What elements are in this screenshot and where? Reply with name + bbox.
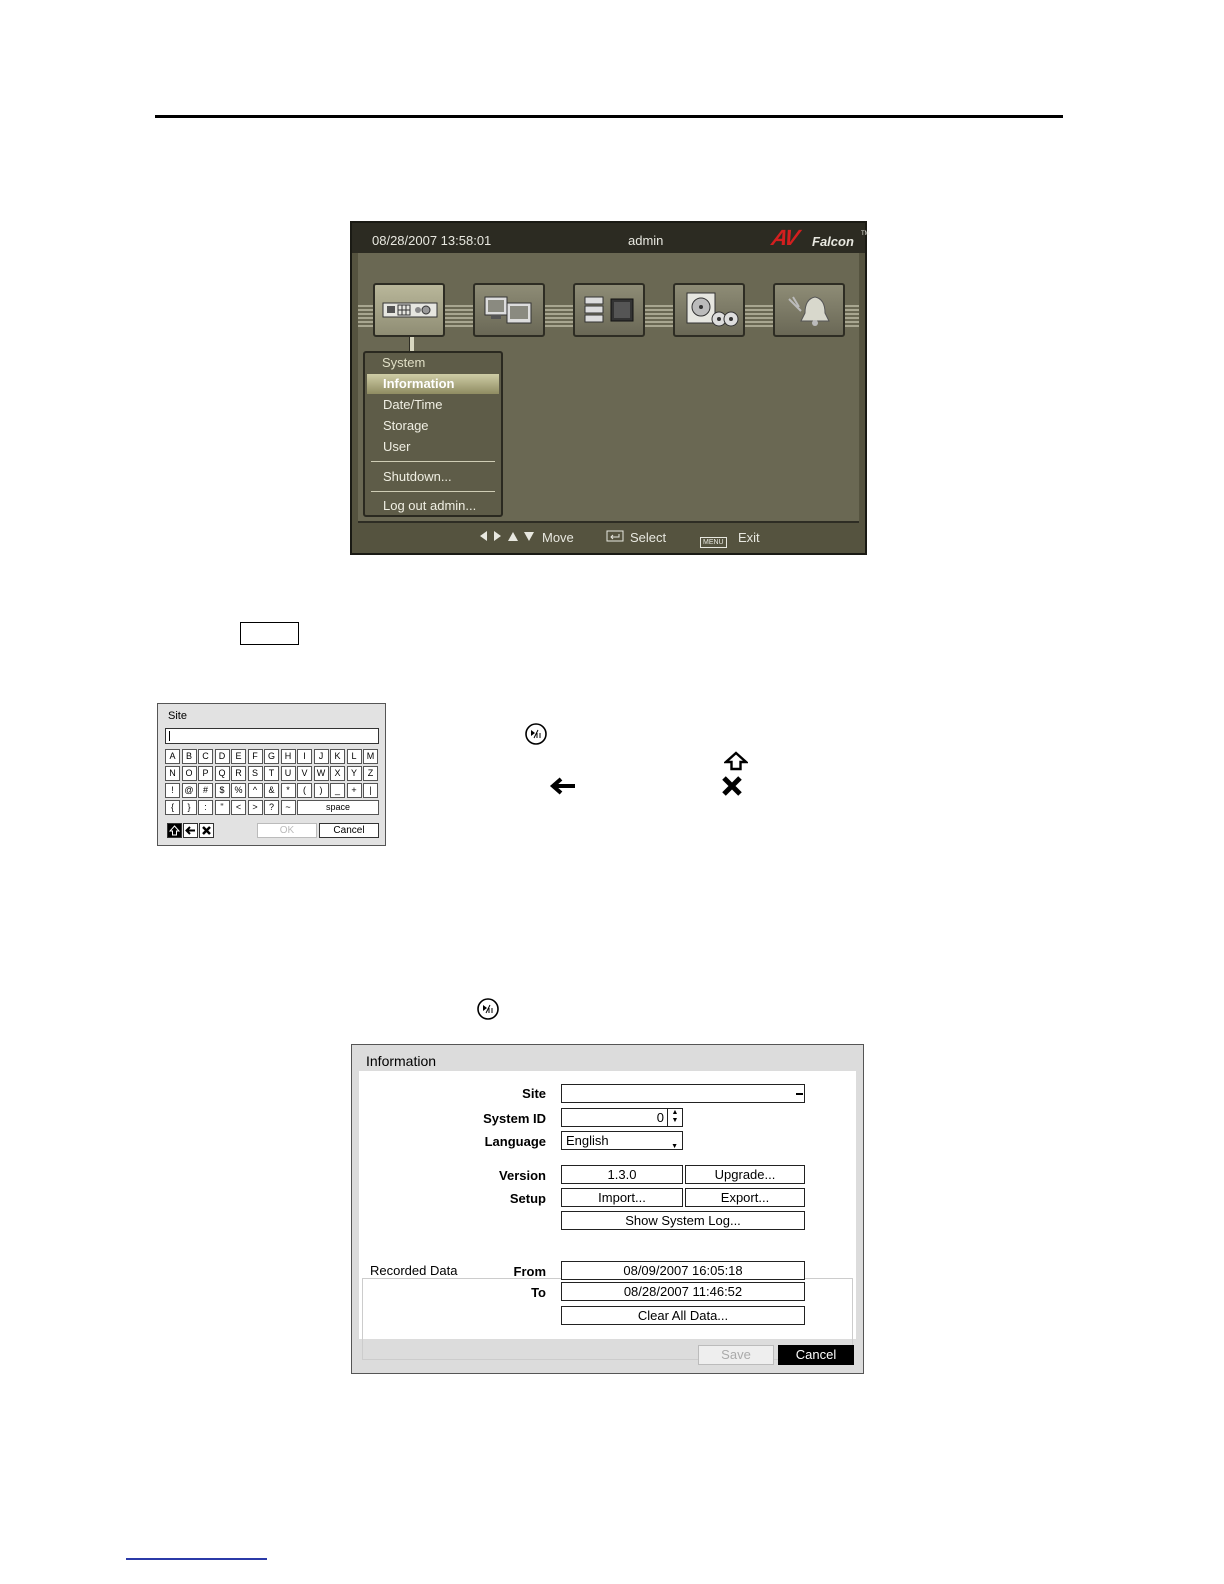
key[interactable]: N: [165, 766, 180, 781]
ok-button[interactable]: OK: [257, 823, 317, 838]
key[interactable]: ~: [281, 800, 296, 815]
top-rule: [155, 115, 1063, 118]
cancel-button[interactable]: Cancel: [319, 823, 379, 838]
key[interactable]: G: [264, 749, 279, 764]
key[interactable]: >: [248, 800, 263, 815]
key[interactable]: H: [281, 749, 296, 764]
key[interactable]: Z: [363, 766, 378, 781]
dialog-body: [359, 1071, 856, 1339]
menu-item-user[interactable]: User: [383, 439, 411, 454]
system-dropdown: [363, 351, 503, 517]
key[interactable]: O: [182, 766, 197, 781]
key[interactable]: U: [281, 766, 296, 781]
key[interactable]: (: [297, 783, 312, 798]
key[interactable]: P: [198, 766, 213, 781]
menu-item-information[interactable]: Information: [367, 374, 499, 394]
key[interactable]: S: [248, 766, 263, 781]
key[interactable]: #: [198, 783, 213, 798]
from-label: From: [513, 1264, 546, 1279]
save-button[interactable]: Save: [698, 1345, 774, 1365]
menu-item-date-time[interactable]: Date/Time: [383, 397, 443, 412]
menu-date-time: 08/28/2007 13:58:01: [372, 233, 492, 248]
clear-icon: [201, 825, 212, 836]
cancel-button[interactable]: Cancel: [778, 1345, 854, 1365]
keyboard-input[interactable]: [165, 728, 379, 744]
logo-tm: TM: [861, 231, 870, 237]
key[interactable]: :: [198, 800, 213, 815]
text-cursor: [169, 731, 170, 741]
information-dialog: [351, 1044, 864, 1374]
key[interactable]: J: [314, 749, 329, 764]
key[interactable]: *: [281, 783, 296, 798]
arrows-icon: [478, 530, 538, 545]
key[interactable]: +: [347, 783, 362, 798]
to-label: To: [531, 1285, 546, 1300]
key[interactable]: K: [330, 749, 345, 764]
to-value: 08/28/2007 11:46:52: [561, 1282, 805, 1301]
chevron-down-icon: ▼: [671, 1143, 678, 1150]
export-button[interactable]: Export...: [685, 1188, 805, 1207]
upgrade-button[interactable]: Upgrade...: [685, 1165, 805, 1184]
key[interactable]: ?: [264, 800, 279, 815]
key[interactable]: L: [347, 749, 362, 764]
menu-item-storage[interactable]: Storage: [383, 418, 429, 433]
falcon-logo: [769, 225, 870, 251]
system-id-value: 0: [656, 1110, 664, 1125]
clear-button[interactable]: [199, 823, 214, 838]
record-tile[interactable]: [573, 283, 645, 337]
key[interactable]: !: [165, 783, 180, 798]
menu-body: [358, 253, 859, 523]
key[interactable]: ^: [248, 783, 263, 798]
tile-connector: [409, 337, 414, 351]
key[interactable]: I: [297, 749, 312, 764]
site-input-indicator: [796, 1093, 803, 1095]
key[interactable]: V: [297, 766, 312, 781]
system-tile[interactable]: [373, 283, 445, 337]
key[interactable]: W: [314, 766, 329, 781]
key[interactable]: <: [231, 800, 246, 815]
language-label: Language: [484, 1134, 546, 1149]
import-button[interactable]: Import...: [561, 1188, 683, 1207]
storage-tile-icon: [681, 291, 739, 329]
key[interactable]: %: [231, 783, 246, 798]
setup-label: Setup: [509, 1191, 546, 1206]
menu-keycap: MENU: [700, 537, 727, 548]
record-tile-icon: [581, 291, 639, 329]
keyboard-title: Site: [168, 710, 187, 722]
language-select[interactable]: [561, 1131, 683, 1150]
hint-exit: Exit: [738, 530, 760, 545]
space-key[interactable]: space: [297, 800, 379, 815]
key[interactable]: E: [231, 749, 246, 764]
key[interactable]: @: [182, 783, 197, 798]
key[interactable]: $: [215, 783, 230, 798]
storage-tile[interactable]: [673, 283, 745, 337]
key[interactable]: F: [248, 749, 263, 764]
main-menu-screenshot: [350, 221, 870, 555]
hint-select: Select: [630, 530, 667, 545]
footer-link-underline[interactable]: [126, 1558, 267, 1560]
play-pause-icon: [476, 997, 500, 1026]
key[interactable]: T: [264, 766, 279, 781]
devices-tile-icon: [481, 291, 539, 329]
backspace-icon: [549, 776, 577, 801]
site-input[interactable]: [561, 1084, 805, 1103]
key[interactable]: Y: [347, 766, 362, 781]
language-value: English: [566, 1133, 609, 1148]
key[interactable]: A: [165, 749, 180, 764]
dialog-title: Information: [366, 1053, 437, 1069]
recorded-data-title: Recorded Data: [370, 1263, 458, 1278]
event-tile-icon: [781, 291, 839, 329]
menu-separator: [371, 491, 495, 492]
key[interactable]: ): [314, 783, 329, 798]
key[interactable]: {: [165, 800, 180, 815]
key[interactable]: |: [363, 783, 378, 798]
shift-icon: [169, 825, 180, 836]
key[interactable]: C: [198, 749, 213, 764]
hint-move: Move: [542, 530, 574, 545]
key[interactable]: &: [264, 783, 279, 798]
show-system-log-button[interactable]: Show System Log...: [561, 1211, 805, 1230]
shift-button[interactable]: [167, 823, 182, 838]
menu-user: admin: [628, 233, 664, 248]
key[interactable]: M: [363, 749, 378, 764]
devices-tile[interactable]: [473, 283, 545, 337]
backspace-button[interactable]: [183, 823, 198, 838]
empty-box: [240, 622, 299, 645]
key[interactable]: Q: [215, 766, 230, 781]
site-label: Site: [522, 1086, 546, 1101]
key[interactable]: }: [182, 800, 197, 815]
key[interactable]: R: [231, 766, 246, 781]
menu-separator: [371, 461, 495, 462]
menu-item-shutdown[interactable]: Shutdown...: [383, 469, 452, 484]
logo-mark: AV: [769, 225, 800, 250]
system-tile-icon: [381, 291, 439, 329]
key[interactable]: B: [182, 749, 197, 764]
logo-name: Falcon: [812, 234, 854, 249]
enter-key-icon: [606, 530, 624, 545]
virtual-keyboard: [157, 703, 386, 846]
play-pause-icon: [524, 722, 548, 751]
version-value: 1.3.0: [561, 1165, 683, 1184]
system-id-spinner[interactable]: [561, 1108, 683, 1127]
menu-top-bar: [352, 223, 870, 253]
system-id-label: System ID: [483, 1111, 546, 1126]
shift-icon: [724, 751, 748, 776]
menu-item-logout[interactable]: Log out admin...: [383, 498, 477, 513]
clear-all-data-button[interactable]: Clear All Data...: [561, 1306, 805, 1325]
key[interactable]: _: [330, 783, 345, 798]
event-tile[interactable]: [773, 283, 845, 337]
key[interactable]: D: [215, 749, 230, 764]
key[interactable]: ": [215, 800, 230, 815]
menu-hint-bar: [358, 521, 859, 553]
from-value: 08/09/2007 16:05:18: [561, 1261, 805, 1280]
version-label: Version: [499, 1168, 546, 1183]
backspace-icon: [185, 825, 196, 836]
spinner-arrows-icon[interactable]: ▲ ▼: [667, 1109, 682, 1126]
key[interactable]: X: [330, 766, 345, 781]
clear-icon: [721, 775, 743, 802]
dropdown-title: System: [382, 355, 426, 370]
